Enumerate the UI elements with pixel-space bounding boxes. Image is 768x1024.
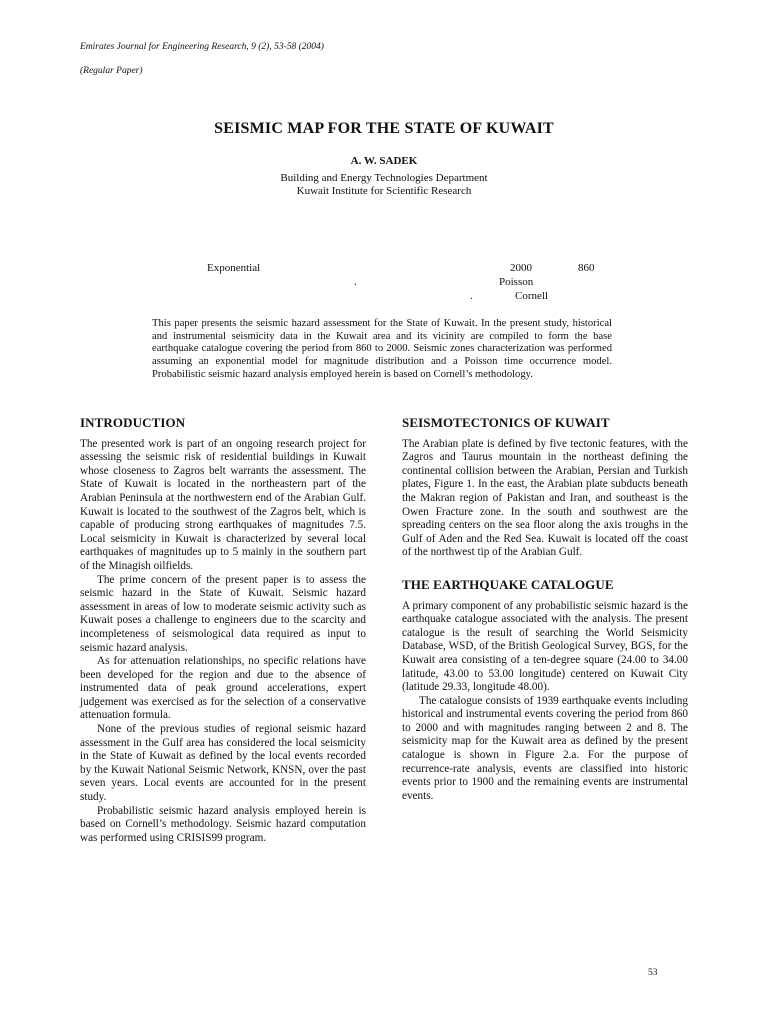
catalogue-heading: THE EARTHQUAKE CATALOGUE [402, 576, 614, 592]
catalogue-paragraph: A primary component of any probabilistic seismic hazard is the earthquake catalogue associated with the analysis. The present catalogue is the result of searching the World Seismicity Database, WSD, of the British Geological Survey, BGS, for the Kuwait area consisting of a ten-degree square (24.00 to 34.00 latitude, 43.00 to 53.00 longitude) centered on Kuwait City (latitude 29.33, longitude 48.00). [402, 599, 688, 694]
left-column [80, 416, 366, 845]
abstract: This paper presents the seismic hazard assessment for the State of Kuwait. In the present study, historical and instrumental seismicity data in the Kuwait area and its vicinity are compiled to form the base earthquake catalogue covering the period from 860 to 2000. Seismic zones characterization was performed assuming an exponential model for magnitude distribution and a Poisson time occurrence model. Probabilistic seismic hazard analysis employed herein is based on Cornell’s methodology. [152, 318, 612, 380]
paper-title: SEISMIC MAP FOR THE STATE OF KUWAIT [214, 120, 554, 137]
arabic-abstract-year-860: 860 [578, 262, 595, 274]
arabic-abstract-period: . [470, 290, 473, 302]
arabic-abstract-period: . [354, 276, 357, 288]
catalogue-paragraph: The catalogue consists of 1939 earthquake events including historical and instrumental events covering the period from 860 to 2000 and with magnitudes ranging between 2 and 8. The seismicity map for the Kuwait area as defined by the present catalogue is shown in Figure 2.a. For the purpose of recurrence-rate analysis, events are classified into historic events prior to 1900 and the remaining events are instrumental events. [402, 694, 688, 802]
journal-citation: Emirates Journal for Engineering Research, 9 (2), 53-58 (2004) [80, 42, 324, 52]
page-number: 53 [648, 968, 658, 978]
arabic-abstract-poisson: Poisson [499, 276, 534, 288]
affiliation-line-2: Kuwait Institute for Scientific Research [296, 185, 472, 197]
arabic-abstract-cornell: Cornell [515, 290, 548, 302]
introduction-paragraph: The presented work is part of an ongoing research project for assessing the seismic risk of residential buildings in Kuwait whose closeness to Zagros belt warrants the assessment. The State of Kuwait is located in the northeastern part of the Arabian Peninsula at the northwestern end of the Arabian Gulf. Kuwait is located to the southwest of the Zagros belt, which is capable of producing strong earthquakes of magnitudes 7.5. Local seismicity in Kuwait is characterized by several local earthquakes of magnitudes up to 5 mainly in the southern part of the Minagish oilfields. [80, 437, 366, 572]
author-name: A. W. SADEK [350, 155, 418, 167]
right-column [402, 416, 688, 803]
arabic-abstract-exponential: Exponential [207, 262, 261, 274]
introduction-paragraph: Probabilistic seismic hazard analysis employed herein is based on Cornell’s methodology. Seismic hazard computation was performed using CRISIS99 program. [80, 804, 366, 844]
affiliation [0, 172, 768, 198]
affiliation-line-1: Building and Energy Technologies Department [280, 172, 488, 184]
introduction-heading: INTRODUCTION [80, 415, 186, 430]
paper-type: (Regular Paper) [80, 66, 143, 76]
introduction-paragraph: The prime concern of the present paper is to assess the seismic hazard in the State of Kuwait. Seismic hazard assessment in areas of low to moderate seismic activity such as Kuwait poses a challenge to engineers due to the scarcity and incompleteness of seismological data required as input to seismic hazard analysis. [80, 573, 366, 654]
introduction-paragraph: As for attenuation relationships, no specific relations have been developed for the region and due to the absence of instrumented data of peak ground accelerations, expert judgement was exercised as for the selection of a conservative attenuation formula. [80, 655, 366, 722]
arabic-abstract-year-2000: 2000 [510, 262, 532, 274]
seismotectonics-heading: SEISMOTECTONICS OF KUWAIT [402, 415, 610, 430]
introduction-paragraph: None of the previous studies of regional seismic hazard assessment in the Gulf area has considered the local seismicity in the State of Kuwait as defined by the local events recorded by the Kuwait National Seismic Network, KNSN, over the past seven years. Local events are accounted for in the present study. [80, 723, 366, 804]
seismotectonics-paragraph: The Arabian plate is defined by five tectonic features, with the Zagros and Taurus mountain in the northeast defining the continental collision between the Arabian, Persian and Turkish plates, Figure 1. In the east, the Arabian plate subducts beneath the Makran region of Pakistan and Iran, and southeast is the Owen Fracture zone. In the south and southwest are the spreading centers on the sea floor along the axis troughs in the Gulf of Aden and the Red Sea. Kuwait is located off the coast of the northwest tip of the Arabian Gulf. [402, 437, 688, 559]
